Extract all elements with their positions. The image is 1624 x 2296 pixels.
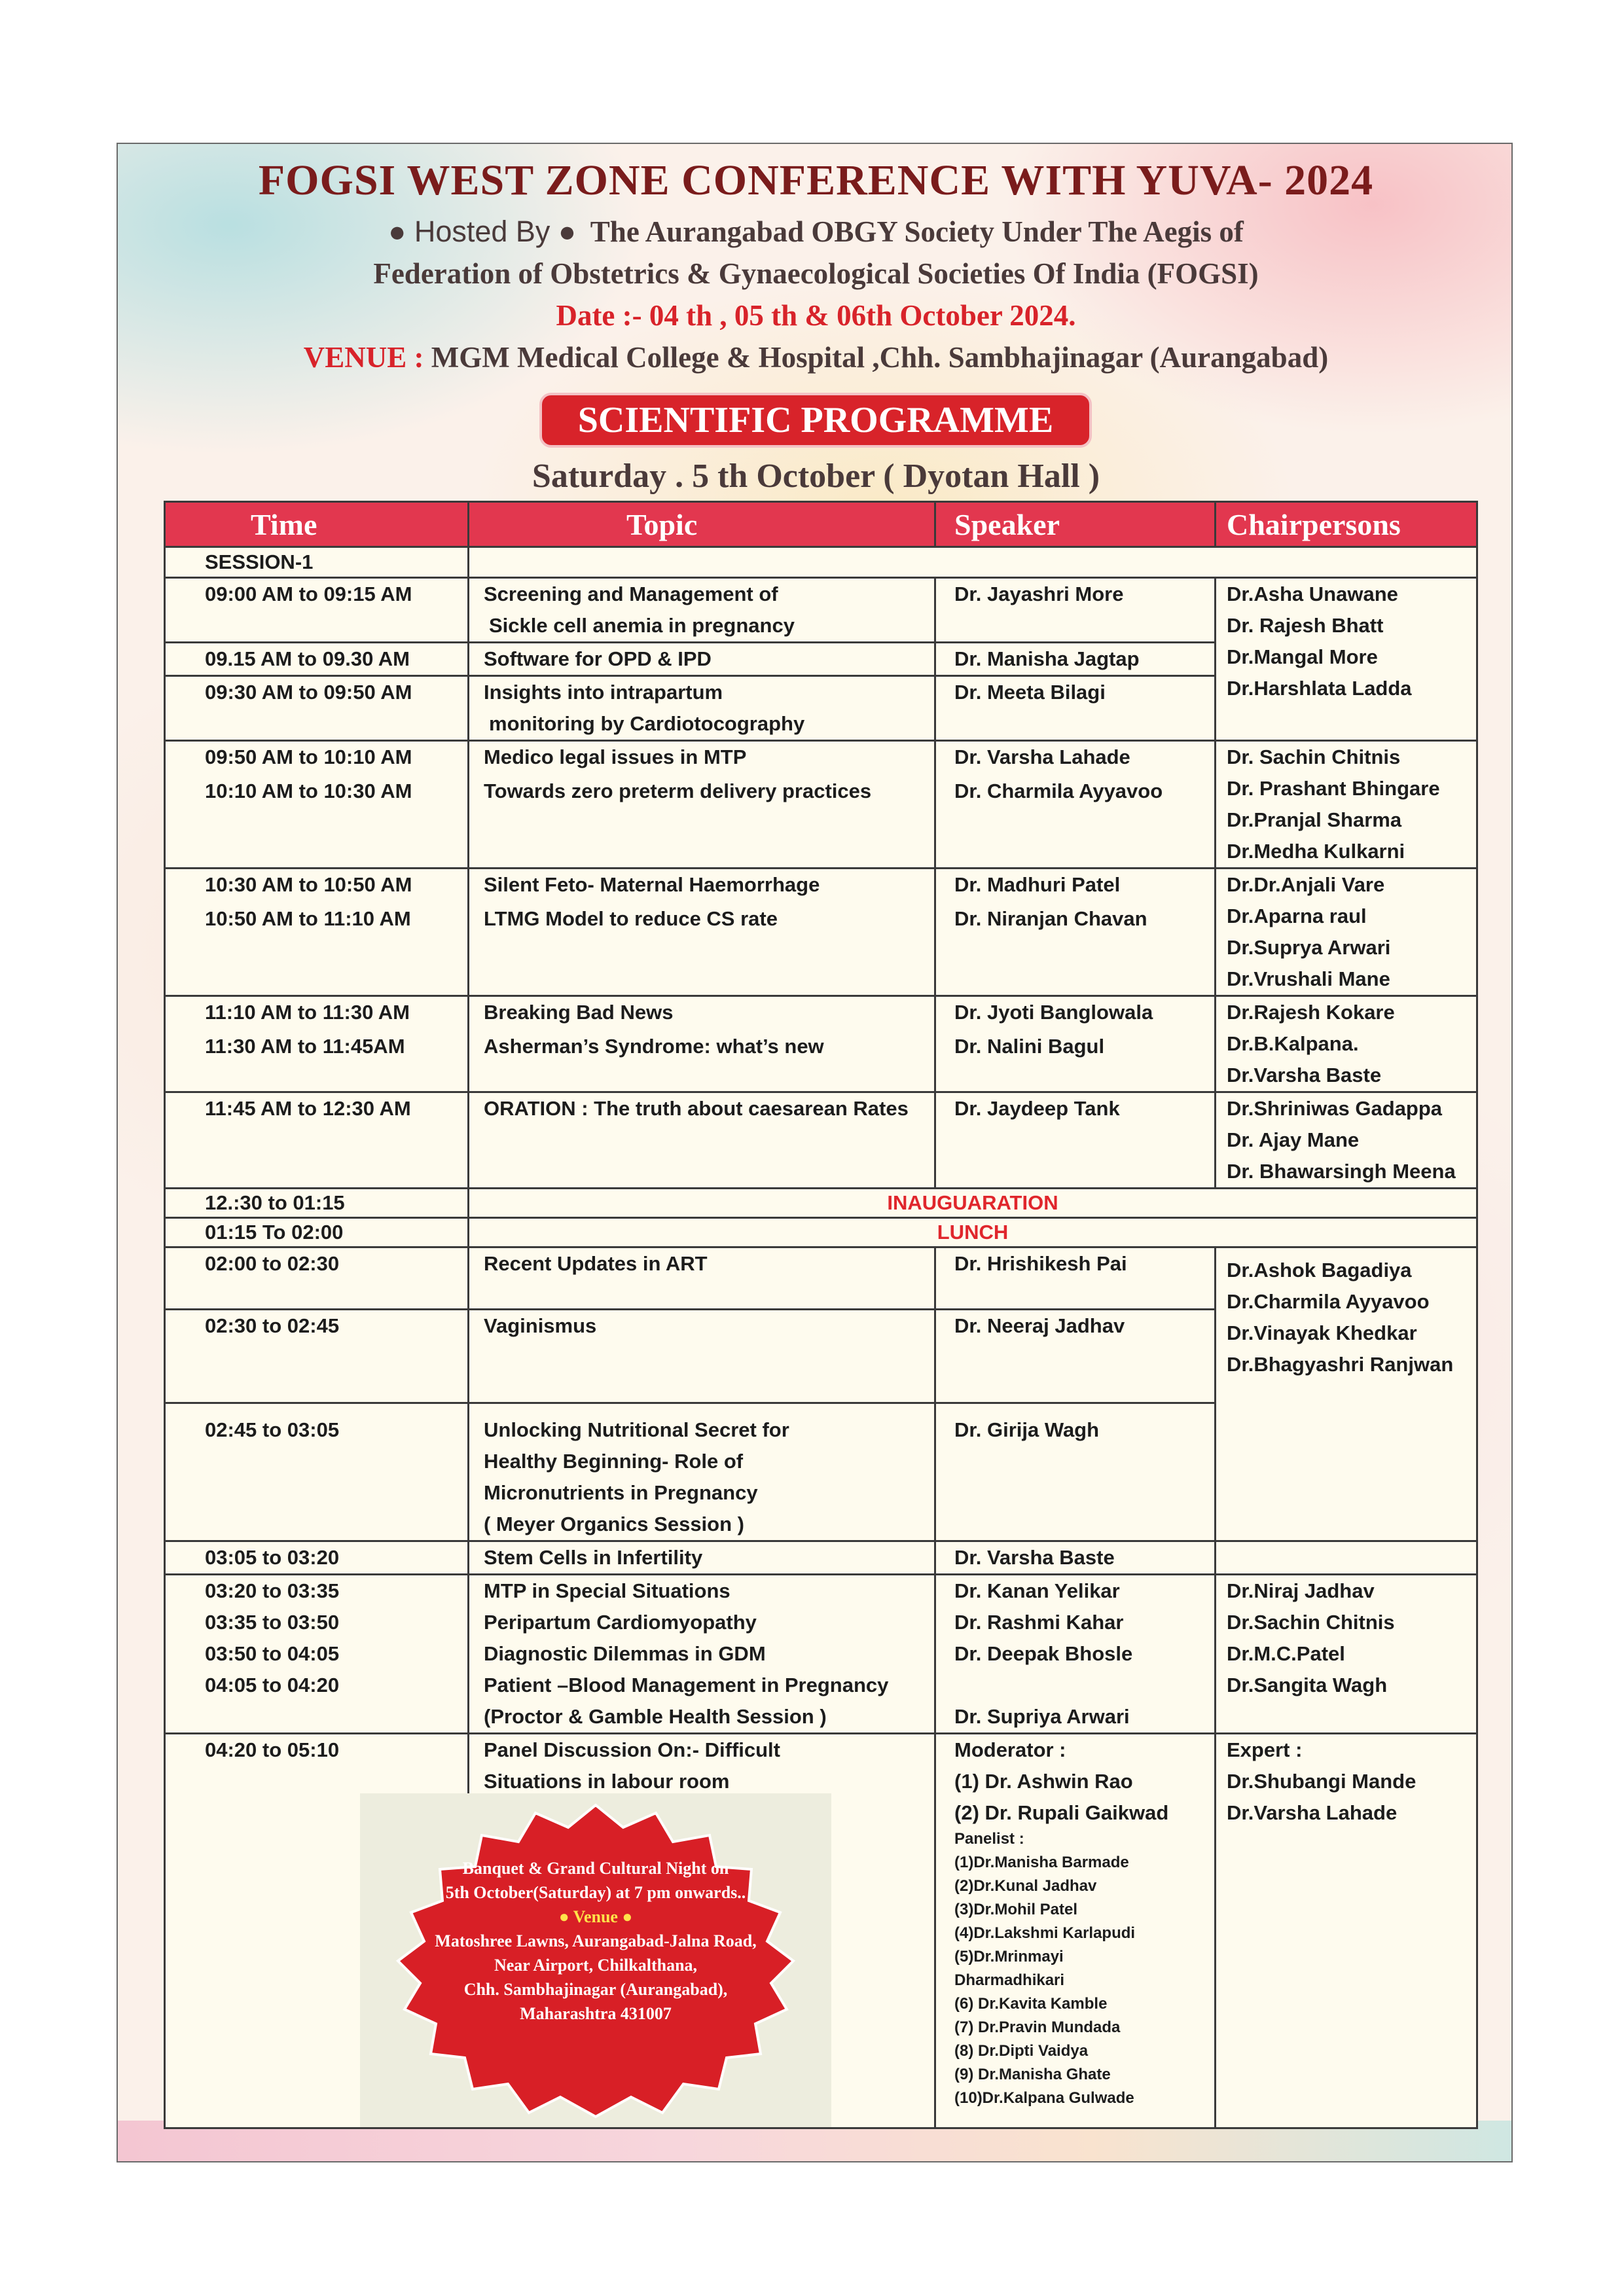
time-cell: 02:00 to 02:30 (165, 1247, 469, 1310)
chairperson: Dr. Sachin Chitnis (1227, 745, 1401, 768)
panelist: (7) Dr.Pravin Mundada (954, 2018, 1121, 2036)
hosted-by-line (118, 215, 1513, 249)
chairperson: Dr. Ajay Mane (1227, 1128, 1360, 1151)
conference-title: FOGSI WEST ZONE CONFERENCE WITH YUVA- 2024 (258, 156, 1374, 204)
time-cell: 11:45 AM to 12:30 AM (165, 1092, 469, 1189)
chair-cell (1216, 578, 1477, 741)
topic-cell: Vaginismus (469, 1310, 935, 1403)
header-topic: Topic (469, 502, 935, 547)
table-row (165, 1541, 1477, 1575)
topic-cell: Breaking Bad News (469, 996, 935, 1031)
time-cell: 10:50 AM to 11:10 AM (165, 903, 469, 996)
date-line (118, 298, 1513, 332)
time-cell: 09.15 AM to 09.30 AM (165, 643, 469, 676)
table-header-row (165, 502, 1477, 547)
topic-cell: Recent Updates in ART (469, 1247, 935, 1310)
speaker-cell: Dr. Meeta Bilagi (935, 676, 1216, 741)
chairperson: Dr.Varsha Lahade (1227, 1801, 1398, 1824)
panelist: (9) Dr.Manisha Ghate (954, 2066, 1111, 2083)
panelist: (6) Dr.Kavita Kamble (954, 1995, 1108, 2013)
topic-line: Sickle cell anemia in pregnancy (489, 614, 795, 637)
speaker-cell: Dr. Manisha Jagtap (935, 643, 1216, 676)
table-row (165, 996, 1477, 1031)
time-cell: 03:05 to 03:20 (165, 1541, 469, 1575)
moderator: (2) Dr. Rupali Gaikwad (954, 1801, 1169, 1824)
panelist-label: Panelist : (954, 1830, 1024, 1848)
chairperson: Dr. Bhawarsingh Meena (1227, 1160, 1456, 1183)
day-heading: Saturday . 5 th October ( Dyotan Hall ) (532, 457, 1100, 495)
chairperson: Dr.M.C.Patel (1227, 1642, 1345, 1665)
speaker-cell: Dr. Kanan Yelikar (935, 1575, 1216, 1607)
panelist: (2)Dr.Kunal Jadhav (954, 1877, 1097, 1895)
banquet-line: Matoshree Lawns, Aurangabad-Jalna Road, (435, 1931, 757, 1950)
chairperson: Dr.Bhagyashri Ranjwan (1227, 1353, 1454, 1376)
table-row (165, 741, 1477, 776)
topic-cell: Towards zero preterm delivery practices (469, 776, 935, 869)
chairperson: Dr.Shriniwas Gadappa (1227, 1097, 1443, 1120)
chair-cell (1216, 1734, 1477, 2128)
chairperson: Dr.B.Kalpana. (1227, 1032, 1359, 1055)
speaker-cell: Dr. Rashmi Kahar (935, 1607, 1216, 1638)
time-cell: 10:10 AM to 10:30 AM (165, 776, 469, 869)
topic-line: Healthy Beginning- Role of (484, 1450, 744, 1473)
topic-line: Micronutrients in Pregnancy (484, 1481, 758, 1504)
federation-line: Federation of Obstetrics & Gynaecological Societies Of India (FOGSI) (373, 257, 1259, 290)
date-label: Date :- (556, 299, 642, 332)
speaker-cell: Dr. Jyoti Banglowala (935, 996, 1216, 1031)
panelist: (3)Dr.Mohil Patel (954, 1901, 1078, 1918)
time-cell: 11:30 AM to 11:45AM (165, 1031, 469, 1092)
speaker-cell: Dr. Deepak Bhosle (935, 1638, 1216, 1670)
topic-cell: Diagnostic Dilemmas in GDM (469, 1638, 935, 1670)
chairperson: Dr.Ashok Bagadiya (1227, 1259, 1412, 1282)
moderator: (1) Dr. Ashwin Rao (954, 1770, 1133, 1793)
time-cell: 02:45 to 03:05 (165, 1403, 469, 1541)
banquet-line: Chh. Sambhajinagar (Aurangabad), (463, 1980, 728, 1999)
chairperson: Dr.Sangita Wagh (1227, 1674, 1388, 1696)
time-cell: 03:20 to 03:35 (165, 1575, 469, 1607)
speaker-cell: Dr. Neeraj Jadhav (935, 1310, 1216, 1403)
topic-cell (469, 578, 935, 643)
table-row (165, 578, 1477, 643)
topic-cell: Stem Cells in Infertility (469, 1541, 935, 1575)
topic-cell (469, 676, 935, 741)
banquet-venue-label: ● Venue ● (558, 1907, 633, 1926)
chair-cell (1216, 1092, 1477, 1189)
topic-cell: Peripartum Cardiomyopathy (469, 1607, 935, 1638)
speaker-cell: Dr. Hrishikesh Pai (935, 1247, 1216, 1310)
topic-cell: Asherman’s Syndrome: what’s new (469, 1031, 935, 1092)
topic-line: (Proctor & Gamble Health Session ) (484, 1705, 827, 1728)
speaker-cell: Dr. Varsha Baste (935, 1541, 1216, 1575)
time-cell: 03:50 to 04:05 (165, 1638, 469, 1670)
topic-cell (469, 1403, 935, 1541)
panelist: (8) Dr.Dipti Vaidya (954, 2042, 1089, 2060)
time-cell: 12.:30 to 01:15 (165, 1189, 469, 1218)
chairperson: Dr.Harshlata Ladda (1227, 677, 1412, 700)
table-row (165, 1575, 1477, 1607)
chairperson: Dr.Asha Unawane (1227, 583, 1398, 605)
chairperson: Dr.Rajesh Kokare (1227, 1001, 1395, 1024)
chairperson: Dr.Sachin Chitnis (1227, 1611, 1395, 1634)
time-cell: 03:35 to 03:50 (165, 1607, 469, 1638)
chairperson: Dr.Niraj Jadhav (1227, 1579, 1375, 1602)
chair-cell (1216, 1247, 1477, 1541)
topic-line: monitoring by Cardiotocography (489, 712, 805, 735)
banquet-announcement (360, 1793, 831, 2127)
topic-line: Situations in labour room (484, 1770, 730, 1793)
chairperson: Dr.Varsha Baste (1227, 1064, 1382, 1086)
topic-cell: ORATION : The truth about caesarean Rates (469, 1092, 935, 1189)
session-label: SESSION-1 (165, 547, 469, 578)
speaker-cell: Dr. Jaydeep Tank (935, 1092, 1216, 1189)
topic-cell: Medico legal issues in MTP (469, 741, 935, 776)
host-society: The Aurangabad OBGY Society Under The Aegis of (590, 215, 1244, 248)
chair-cell (1216, 1575, 1477, 1734)
time-cell: 11:10 AM to 11:30 AM (165, 996, 469, 1031)
inauguration-label: INAUGUARATION (469, 1189, 1477, 1218)
speaker-cell: Dr. Niranjan Chavan (935, 903, 1216, 996)
topic-line: Patient –Blood Management in Pregnancy (484, 1674, 889, 1696)
topic-cell: Software for OPD & IPD (469, 643, 935, 676)
topic-cell (469, 1670, 935, 1734)
speaker-cell: Dr. Girija Wagh (935, 1403, 1216, 1541)
banquet-line: 5th October(Saturday) at 7 pm onwards.. (445, 1883, 746, 1902)
chairperson: Dr.Mangal More (1227, 645, 1378, 668)
speaker-cell: Dr. Madhuri Patel (935, 869, 1216, 904)
panelist: (4)Dr.Lakshmi Karlapudi (954, 1924, 1136, 1942)
speaker-cell: Dr. Varsha Lahade (935, 741, 1216, 776)
chairperson: Dr. Rajesh Bhatt (1227, 614, 1384, 637)
header-speaker: Speaker (935, 502, 1216, 547)
session-row (165, 547, 1477, 578)
chair-cell (1216, 996, 1477, 1092)
chairperson: Dr.Shubangi Mande (1227, 1770, 1416, 1793)
topic-cell: MTP in Special Situations (469, 1575, 935, 1607)
speaker-cell: Dr. Supriya Arwari (935, 1670, 1216, 1734)
chairperson: Dr.Aparna raul (1227, 905, 1367, 927)
banquet-text (412, 1856, 779, 2026)
table-row (165, 1092, 1477, 1189)
speaker-cell: Dr. Nalini Bagul (935, 1031, 1216, 1092)
table-row (165, 1218, 1477, 1247)
speaker-cell: Dr. Charmila Ayyavoo (935, 776, 1216, 869)
table-row (165, 869, 1477, 904)
chair-cell (1216, 741, 1477, 869)
banquet-line: Banquet & Grand Cultural Night on (462, 1859, 729, 1878)
topic-line: Insights into intrapartum (484, 681, 723, 704)
panelist: (10)Dr.Kalpana Gulwade (954, 2089, 1134, 2107)
topic-line: Screening and Management of (484, 583, 778, 605)
time-cell: 04:20 to 05:10 (165, 1734, 469, 2128)
chairperson: Expert : (1227, 1738, 1303, 1761)
topic-line: Unlocking Nutritional Secret for (484, 1418, 789, 1441)
venue-value: MGM Medical College & Hospital ,Chh. Sambhajinagar (Aurangabad) (431, 341, 1329, 374)
speaker-cell: Dr. Jayashri More (935, 578, 1216, 643)
date-value: 04 th , 05 th & 06th October 2024. (649, 299, 1076, 332)
topic-cell: Silent Feto- Maternal Haemorrhage (469, 869, 935, 904)
lunch-label: LUNCH (469, 1218, 1477, 1247)
banquet-line: Maharashtra 431007 (520, 2004, 672, 2023)
venue-label: VENUE : (303, 341, 424, 374)
chairperson: Dr.Dr.Anjali Vare (1227, 873, 1385, 896)
conference-poster (117, 143, 1513, 2162)
panelist: Dharmadhikari (954, 1971, 1065, 1989)
topic-line: ( Meyer Organics Session ) (484, 1513, 744, 1535)
hosted-by-label: ● Hosted By ● (388, 215, 577, 248)
venue-line (118, 340, 1513, 374)
chairperson: Dr.Medha Kulkarni (1227, 840, 1405, 863)
time-cell: 10:30 AM to 10:50 AM (165, 869, 469, 904)
panel-cell (935, 1734, 1216, 2128)
time-cell: 09:50 AM to 10:10 AM (165, 741, 469, 776)
topic-line: Panel Discussion On:- Difficult (484, 1738, 780, 1761)
time-cell: 09:30 AM to 09:50 AM (165, 676, 469, 741)
time-cell: 02:30 to 02:45 (165, 1310, 469, 1403)
panelist: (5)Dr.Mrinmayi (954, 1948, 1064, 1965)
table-row (165, 1247, 1477, 1310)
chairperson: Dr.Charmila Ayyavoo (1227, 1290, 1430, 1313)
chairperson: Dr. Prashant Bhingare (1227, 777, 1440, 800)
header-time: Time (165, 502, 469, 547)
time-cell: 04:05 to 04:20 (165, 1670, 469, 1734)
chairperson: Dr.Suprya Arwari (1227, 936, 1391, 959)
time-cell: 09:00 AM to 09:15 AM (165, 578, 469, 643)
chairperson: Dr.Vinayak Khedkar (1227, 1321, 1417, 1344)
table-row (165, 1189, 1477, 1218)
topic-cell: LTMG Model to reduce CS rate (469, 903, 935, 996)
time-cell: 01:15 To 02:00 (165, 1218, 469, 1247)
chairperson: Dr.Vrushali Mane (1227, 967, 1390, 990)
chairperson: Dr.Pranjal Sharma (1227, 808, 1402, 831)
scientific-programme-badge: SCIENTIFIC PROGRAMME (539, 393, 1092, 448)
header-chairpersons: Chairpersons (1216, 502, 1477, 547)
banquet-line: Near Airport, Chilkalthana, (494, 1956, 698, 1975)
moderator-label: Moderator : (954, 1738, 1066, 1761)
chair-cell (1216, 869, 1477, 996)
panelist: (1)Dr.Manisha Barmade (954, 1854, 1129, 1871)
